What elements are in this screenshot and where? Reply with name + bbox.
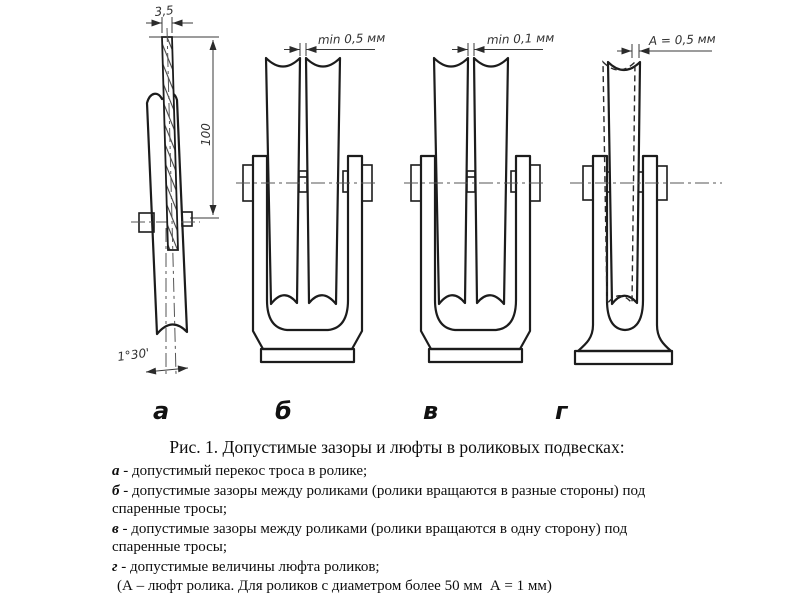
figure-v-drawing	[404, 31, 555, 362]
caption-item-a	[112, 462, 696, 481]
figure-g-label: г	[555, 397, 568, 425]
figure-a-drawing	[116, 3, 219, 374]
caption-text-v: - допустимые зазоры между роликами (ролики вращаются в одну сторону) под спаренные тросы;	[112, 520, 628, 555]
base-plate	[575, 351, 672, 364]
figure-v-label: в	[423, 397, 439, 425]
caption-letter-a: а	[112, 463, 120, 479]
skew-angle-dim-text: 1°30'	[116, 345, 151, 364]
figure-b-drawing	[236, 31, 386, 362]
cable-width-dim-text: 3,5	[153, 3, 175, 19]
gap-dim-text-v: min 0,1 мм	[486, 30, 555, 47]
caption-text-b: - допустимые зазоры между роликами (ролики вращаются в разные стороны) под спаренные тросы;	[112, 482, 646, 517]
caption-text-a: - допустимый перекос троса в ролике;	[123, 463, 368, 479]
twin-roller-suspension	[236, 43, 379, 362]
caption-item-b	[112, 482, 696, 519]
caption-item-v	[112, 520, 696, 557]
figure-a-label: а	[153, 397, 170, 425]
caption-letter-g: г	[112, 558, 118, 575]
twin-roller-suspension	[404, 43, 547, 362]
caption-letter-b: б	[112, 482, 120, 499]
play-dim-text: А = 0,5 мм	[648, 31, 716, 48]
caption-letter-v: в	[112, 520, 119, 537]
caption-item-g	[112, 558, 696, 577]
figure-caption-list	[112, 462, 696, 597]
figure-caption-title: Рис. 1. Допустимые зазоры и люфты в роликовых подвесках:	[169, 437, 625, 457]
roller-height-dim-text: 100	[199, 123, 213, 146]
width-dimension-lines	[146, 17, 193, 33]
angle-dimension-line	[146, 368, 188, 372]
caption-text-g: - допустимые величины люфта роликов;	[121, 558, 380, 575]
figure-g-drawing	[570, 32, 722, 364]
gap-dim-text-b: min 0,5 мм	[317, 30, 386, 47]
caption-text-note: (А – люфт ролика. Для роликов с диаметром более 50 мм А = 1 мм)	[117, 578, 552, 594]
axle-end-right	[182, 212, 192, 226]
figure-b-label: б	[275, 397, 292, 425]
caption-item-note	[112, 577, 696, 596]
